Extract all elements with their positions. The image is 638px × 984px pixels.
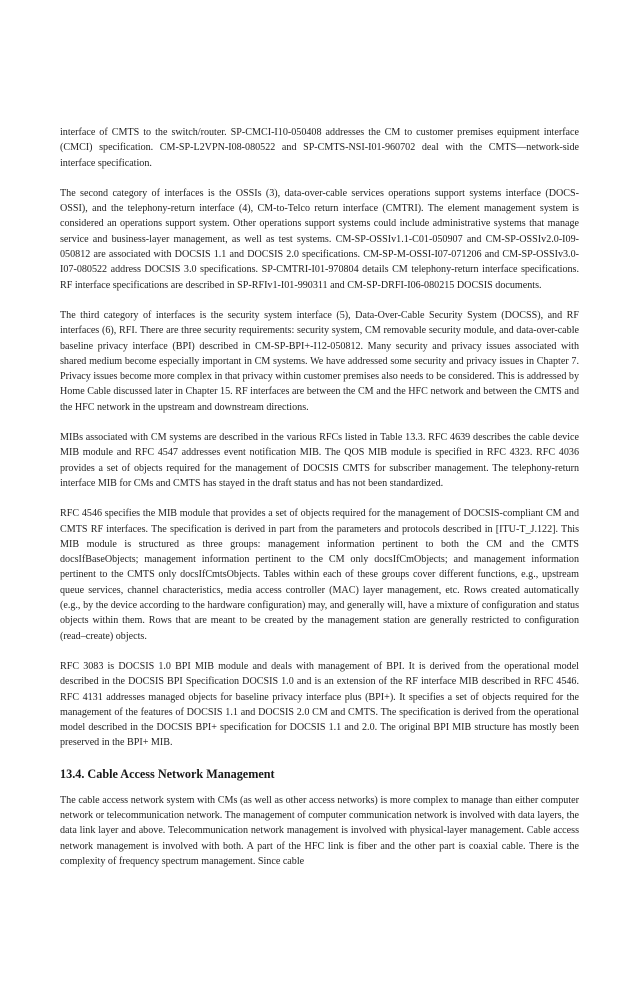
paragraph-cmci: interface of CMTS to the switch/router. SP-CMCI-I10-050408 addresses the CM to customer premises equipment interface (CMCI) specification. CM-SP-L2VPN-I08-080522 and SP-CMTS-NSI-I01-960702 deal with the CMTS—network-side interface specification. bbox=[60, 127, 579, 169]
paragraph-rfc3083: RFC 3083 is DOCSIS 1.0 BPI MIB module and deals with management of BPI. It is derived from the operational model described in the DOCSIS BPI Specification DOCSIS 1.0 and is an extension of the RF interface MIB described in RFC 4546. RFC 4131 addresses managed objects for baseline privacy interface plus (BPI+). It specifies a set of objects required for the management of the features of DOCSIS 1.1 and DOCSIS 2.0 CM and CMTS. The specification is derived from the operational model described in the DOCSIS BPI+ specification for DOCSIS 1.1 and 2.0. The original BPI MIB structure has mostly been preserved in the BPI+ MIB. bbox=[60, 660, 579, 749]
document-page bbox=[60, 125, 579, 884]
paragraph-cable-management: The cable access network system with CMs (as well as other access networks) is more complex to manage than either computer network or telecommunication network. The management of computer communication network is involved with data layers, the data link layer and above. Telecommunication network management is involved with physical-layer management. Cable access network management is involved with both. A part of the HFC link is fiber and the other part is coaxial cable. There is the complexity of frequency spectrum management. Since cable bbox=[60, 794, 579, 867]
paragraph-mibs: MIBs associated with CM systems are described in the various RFCs listed in Table 13.3. RFC 4639 describes the cable device MIB module and RFC 4547 addresses event notification MIB. The QOS MIB module is specified in RFC 4323. RFC 4036 provides a set of objects required for the management of DOCSIS CMTS for subscriber management. The telephony-return interface MIB for CMs and CMTS has stayed in the draft status and has not been standardized. bbox=[60, 432, 579, 489]
paragraph-ossi: The second category of interfaces is the OSSIs (3), data-over-cable services operations support systems interface (DOCS-OSSI), and the telephony-return interface (4), CM-to-Telco return interface (CMTRI). The element management system is considered an operations support system. Other operations support systems could include administrative systems that manage service and business-layer management, as well as test systems. CM-SP-OSSIv1.1-C01-050907 and CM-SP-OSSIv2.0-I09-050812 are associated with DOCSIS 1.1 and DOCSIS 2.0 specifications. CM-SP-M-OSSI-I07-071206 and CM-SP-OSSIv3.0-I07-080522 address DOCSIS 3.0 specifications. SP-CMTRI-I01-970804 details CM telephony-return interface specifications. RF interface specifications are described in SP-RFIv1-I01-990311 and CM-SP-DRFI-I06-080215 DOCSIS documents. bbox=[60, 187, 579, 291]
section-heading: 13.4. Cable Access Network Management bbox=[60, 766, 275, 781]
paragraph-rfc4546: RFC 4546 specifies the MIB module that provides a set of objects required for the management of DOCSIS-compliant CM and CMTS RF interfaces. The specification is derived in part from the parameters and protocols described in [ITU-T_J.122]. This MIB module is structured as three groups: management information pertinent to both the CM and the CMTS docsIfBaseObjects; management information pertinent to the CM only docsIfCmObjects; and management information pertinent to the CMTS only docsIfCmtsObjects. Tables within each of these groups cover different functions, e.g., upstream queue services, channel characteristics, media access controller (MAC) layer management, etc. Rows created automatically (e.g., by the device according to the hardware configuration) may, and generally will, have a mixture of configuration and status objects within them. Rows that are meant to be created by the management station are generally restricted to configuration (read–create) objects. bbox=[60, 508, 579, 642]
paragraph-security: The third category of interfaces is the security system interface (5), Data-Over-Cable Security System (DOCSS), and RF interfaces (6), RFI. There are three security requirements: security system, CM removable security module, and data-over-cable baseline privacy interface (BPI) described in CM-SP-BPI+-I12-050812. Many security and privacy issues associated with shared medium become especially important in CM systems. We have addressed some security and privacy issues in Chapter 7. Privacy issues become more complex in that privacy within customer premises also needs to be considered. This is addressed by Home Cable discussed later in Chapter 15. RF interfaces are between the CM and the HFC network and between the CMTS and the HFC network in the upstream and downstream directions. bbox=[60, 309, 579, 413]
